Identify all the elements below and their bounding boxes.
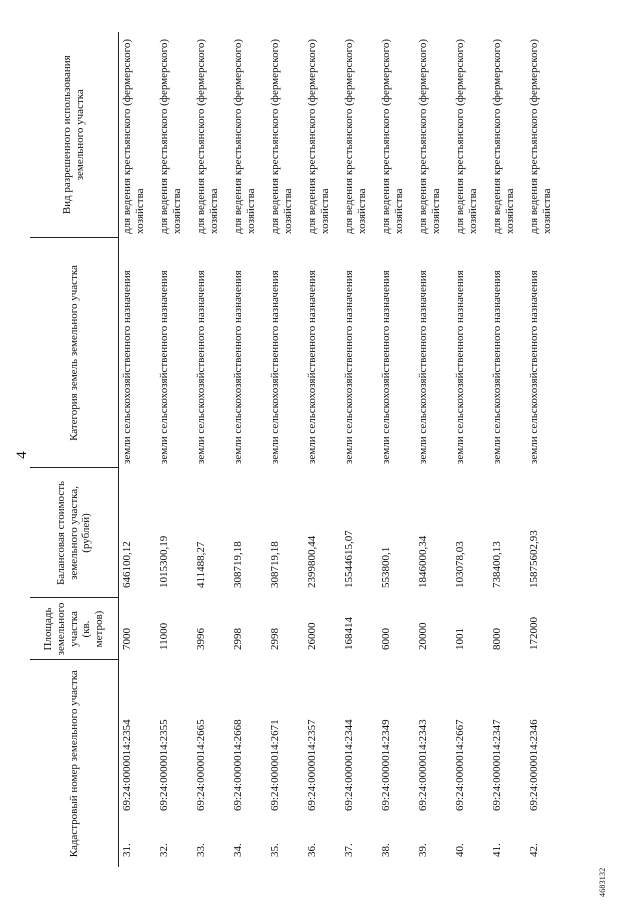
balance-cost: 411488,27 — [195, 541, 207, 588]
plot-area: 1001 — [454, 627, 466, 650]
permitted-use: для ведения крестьянского (фермерского) хозяйства — [195, 38, 221, 234]
balance-cost: 646100,12 — [121, 541, 133, 588]
cadastral-number: 69:24:0000014:2346 — [528, 719, 540, 811]
permitted-use: для ведения крестьянского (фермерского) хозяйства — [306, 38, 332, 234]
land-category: земли сельскохозяйственного назначения — [417, 270, 429, 464]
cadastral-number: 69:24:0000014:2665 — [195, 719, 207, 811]
balance-cost: 308719,18 — [269, 541, 281, 588]
land-category: земли сельскохозяйственного назначения — [306, 270, 318, 464]
cadastral-number: 69:24:0000014:2343 — [417, 719, 429, 811]
permitted-use: для ведения крестьянского (фермерского) хозяйства — [528, 38, 554, 234]
plot-area: 11000 — [158, 622, 170, 650]
table-row — [489, 32, 526, 867]
land-category: земли сельскохозяйственного назначения — [380, 270, 392, 464]
balance-cost: 103078,03 — [454, 541, 466, 588]
cadastral-number: 69:24:0000014:2349 — [380, 719, 392, 811]
header-cadastral: Кадастровый номер земельного участка — [30, 660, 119, 867]
table-row — [452, 32, 489, 867]
cadastral-number: 69:24:0000014:2344 — [343, 719, 355, 811]
plot-area: 3996 — [195, 627, 207, 650]
plot-area: 26000 — [306, 622, 318, 650]
row-index: 40. — [454, 843, 466, 857]
permitted-use: для ведения крестьянского (фермерского) хозяйства — [417, 38, 443, 234]
row-index: 31. — [121, 843, 133, 857]
permitted-use: для ведения крестьянского (фермерского) хозяйства — [121, 38, 147, 234]
row-index: 42. — [528, 843, 540, 857]
land-category: земли сельскохозяйственного назначения — [232, 270, 244, 464]
cadastral-number: 69:24:0000014:2357 — [306, 719, 318, 811]
plot-area: 6000 — [380, 627, 392, 650]
land-category: земли сельскохозяйственного назначения — [121, 270, 133, 464]
header-usage: Вид разрешенного использования земельного участка — [30, 32, 119, 238]
land-plots-table — [30, 32, 563, 867]
plot-area: 7000 — [121, 627, 133, 650]
balance-cost: 308719,18 — [232, 541, 244, 588]
land-category: земли сельскохозяйственного назначения — [158, 270, 170, 464]
balance-cost: 15544615,07 — [343, 530, 355, 588]
table-row — [526, 32, 563, 867]
balance-cost: 15875602,93 — [528, 530, 540, 588]
row-index: 37. — [343, 843, 355, 857]
land-category: земли сельскохозяйственного назначения — [454, 270, 466, 464]
land-category: земли сельскохозяйственного назначения — [195, 270, 207, 464]
permitted-use: для ведения крестьянского (фермерского) хозяйства — [158, 38, 184, 234]
land-category: земли сельскохозяйственного назначения — [269, 270, 281, 464]
table-row — [230, 32, 267, 867]
balance-cost: 738400,13 — [491, 541, 503, 588]
plot-area: 2998 — [232, 627, 244, 650]
table-row — [193, 32, 230, 867]
land-category: земли сельскохозяйственного назначения — [528, 270, 540, 464]
row-index: 41. — [491, 843, 503, 857]
cadastral-number: 69:24:0000014:2671 — [269, 719, 281, 811]
row-index: 36. — [306, 843, 318, 857]
page-number: 4 — [14, 451, 30, 459]
table-header-row — [30, 32, 119, 867]
table-row — [341, 32, 378, 867]
cadastral-number: 69:24:0000014:2667 — [454, 719, 466, 811]
row-index: 33. — [195, 843, 207, 857]
permitted-use: для ведения крестьянского (фермерского) хозяйства — [343, 38, 369, 234]
table-row — [378, 32, 415, 867]
plot-area: 2998 — [269, 627, 281, 650]
table-row — [119, 32, 157, 867]
header-category: Категория земель земельного участка — [30, 238, 119, 468]
row-index: 38. — [380, 843, 392, 857]
table-row — [415, 32, 452, 867]
permitted-use: для ведения крестьянского (фермерского) хозяйства — [380, 38, 406, 234]
plot-area: 20000 — [417, 622, 429, 650]
plot-area: 172000 — [528, 616, 540, 650]
plot-area: 8000 — [491, 627, 503, 650]
table-row — [156, 32, 193, 867]
permitted-use: для ведения крестьянского (фермерского) хозяйства — [454, 38, 480, 234]
table-row — [267, 32, 304, 867]
balance-cost: 1846000,34 — [417, 535, 429, 588]
document-id: 4683132 — [598, 867, 607, 897]
cadastral-number: 69:24:0000014:2354 — [121, 719, 133, 811]
row-index: 32. — [158, 843, 170, 857]
balance-cost: 2399800,44 — [306, 535, 318, 588]
land-category: земли сельскохозяйственного назначения — [491, 270, 503, 464]
plot-area: 168414 — [343, 616, 355, 650]
permitted-use: для ведения крестьянского (фермерского) хозяйства — [491, 38, 517, 234]
permitted-use: для ведения крестьянского (фермерского) хозяйства — [269, 38, 295, 234]
cadastral-number: 69:24:0000014:2355 — [158, 719, 170, 811]
balance-cost: 1015300,19 — [158, 535, 170, 588]
balance-cost: 553800,1 — [380, 546, 392, 588]
cadastral-number: 69:24:0000014:2668 — [232, 719, 244, 811]
row-index: 35. — [269, 843, 281, 857]
table-body — [119, 32, 564, 867]
permitted-use: для ведения крестьянского (фермерского) хозяйства — [232, 38, 258, 234]
row-index: 39. — [417, 843, 429, 857]
header-cost: Балансовая стоимость земельного участка, (рублей) — [30, 468, 119, 598]
land-category: земли сельскохозяйственного назначения — [343, 270, 355, 464]
header-area: Площадь земельного участка (кв. метров) — [30, 598, 119, 660]
row-index: 34. — [232, 843, 244, 857]
cadastral-number: 69:24:0000014:2347 — [491, 719, 503, 811]
table-row — [304, 32, 341, 867]
